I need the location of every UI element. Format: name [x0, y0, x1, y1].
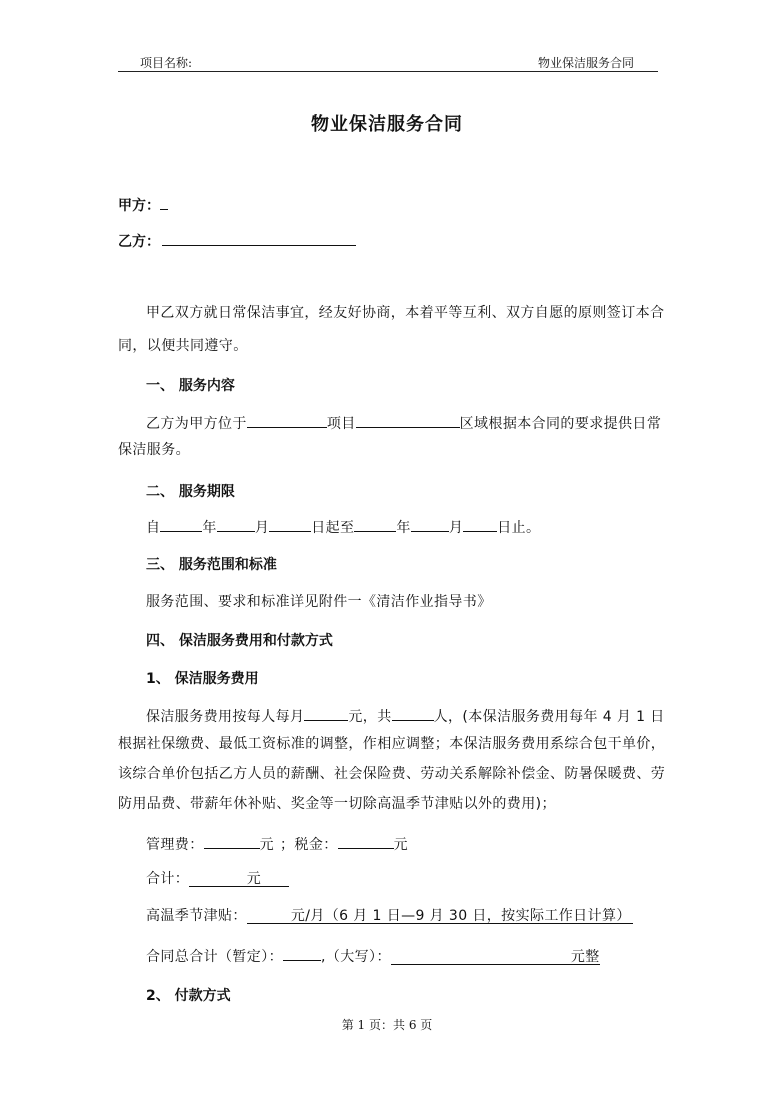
party-a-label: 甲方： — [118, 198, 160, 214]
preamble-line-2: 同，以便共同遵守。 — [118, 338, 248, 354]
text-segment: 元，共 — [348, 709, 392, 725]
fee-line-2: 根据社保缴费、最低工资标准的调整，作相应调整；本保洁服务费用系综合包干单价， — [118, 736, 666, 752]
project-blank — [356, 413, 460, 428]
text-segment: ,（大写）： — [321, 949, 391, 965]
text-segment: 项目 — [326, 416, 356, 432]
location-blank — [247, 413, 327, 428]
contract-total-number-blank — [283, 946, 321, 961]
text-segment: 乙方为甲方位于 — [146, 416, 247, 432]
contract-total-label: 合同总合计（暂定）： — [146, 949, 283, 965]
text-segment: 月 — [254, 520, 270, 536]
section-4-sub-2: 2、 付款方式 — [146, 988, 231, 1004]
total-line — [146, 872, 289, 887]
allowance-blank — [247, 909, 633, 924]
page-number: 第 1 页：共 6 页 — [341, 1018, 433, 1032]
header-project-label: 项目名称: — [140, 56, 193, 70]
text-segment: 人，(本保洁服务费用每年 4 月 1 日 — [433, 709, 665, 725]
text-segment: 日起至 — [311, 520, 355, 536]
text-segment: 年 — [396, 520, 411, 536]
party-b-label: 乙方： — [118, 234, 160, 250]
party-a-line — [118, 195, 168, 215]
end-month-blank — [411, 517, 449, 532]
end-day-blank — [463, 517, 497, 532]
end-year-blank — [354, 517, 396, 532]
text-segment: 元 — [259, 837, 275, 853]
fee-line-1 — [146, 706, 665, 724]
total-unit: 元 — [246, 871, 262, 887]
section-2-period-line — [146, 517, 540, 535]
header-divider — [118, 71, 658, 72]
section-1-line-1 — [146, 413, 661, 431]
text-segment: 月 — [448, 520, 464, 536]
contract-total-line — [146, 946, 600, 965]
allowance-line — [146, 909, 633, 924]
text-segment: 元 — [393, 837, 409, 853]
section-3-text: 服务范围、要求和标准详见附件一《清洁作业指导书》 — [146, 594, 492, 610]
text-segment: 自 — [146, 520, 161, 536]
text-segment: 年 — [202, 520, 217, 536]
fee-line-4: 防用品费、带薪年休补贴、奖金等一切除高温季节津贴以外的费用)； — [118, 796, 556, 812]
headcount-blank — [392, 706, 434, 721]
section-1-heading: 一、 服务内容 — [146, 378, 235, 394]
page-title: 物业保洁服务合同 — [311, 114, 463, 135]
header-doc-type: 物业保洁服务合同 — [537, 56, 634, 70]
start-day-blank — [269, 517, 311, 532]
preamble-line-1: 甲乙双方就日常保洁事宜，经友好协商，本着平等互利、双方自愿的原则签订本合 — [146, 305, 665, 321]
section-4-sub-1: 1、 保洁服务费用 — [146, 671, 259, 687]
party-b-blank — [162, 231, 356, 246]
tax-label: ；税金： — [280, 837, 338, 853]
section-1-line-2: 保洁服务。 — [118, 442, 190, 458]
start-year-blank — [160, 517, 202, 532]
section-2-heading: 二、 服务期限 — [146, 484, 235, 500]
tax-blank — [338, 834, 394, 849]
party-a-blank — [160, 195, 168, 210]
fee-line-3: 该综合单价包括乙方人员的薪酬、社会保险费、劳动关系解除补偿金、防暑保暖费、劳 — [118, 766, 666, 782]
management-fee-blank — [204, 834, 260, 849]
management-tax-line — [146, 834, 408, 852]
management-fee-label: 管理费： — [146, 837, 204, 853]
section-4-heading: 四、 保洁服务费用和付款方式 — [146, 633, 333, 649]
total-label: 合计： — [146, 871, 190, 887]
text-segment: 区域根据本合同的要求提供日常 — [459, 416, 662, 432]
allowance-text: 元/月（6 月 1 日—9 月 30 日，按实际工作日计算） — [290, 908, 631, 924]
text-segment: 元整 — [570, 949, 600, 965]
allowance-label: 高温季节津贴： — [146, 908, 247, 924]
text-segment: 日止。 — [497, 520, 541, 536]
party-b-line — [118, 231, 356, 251]
total-blank — [189, 872, 289, 887]
text-segment: 保洁服务费用按每人每月 — [146, 709, 305, 725]
monthly-fee-blank — [304, 706, 348, 721]
section-3-heading: 三、 服务范围和标准 — [146, 557, 277, 573]
contract-total-words-blank — [391, 950, 600, 965]
start-month-blank — [217, 517, 255, 532]
